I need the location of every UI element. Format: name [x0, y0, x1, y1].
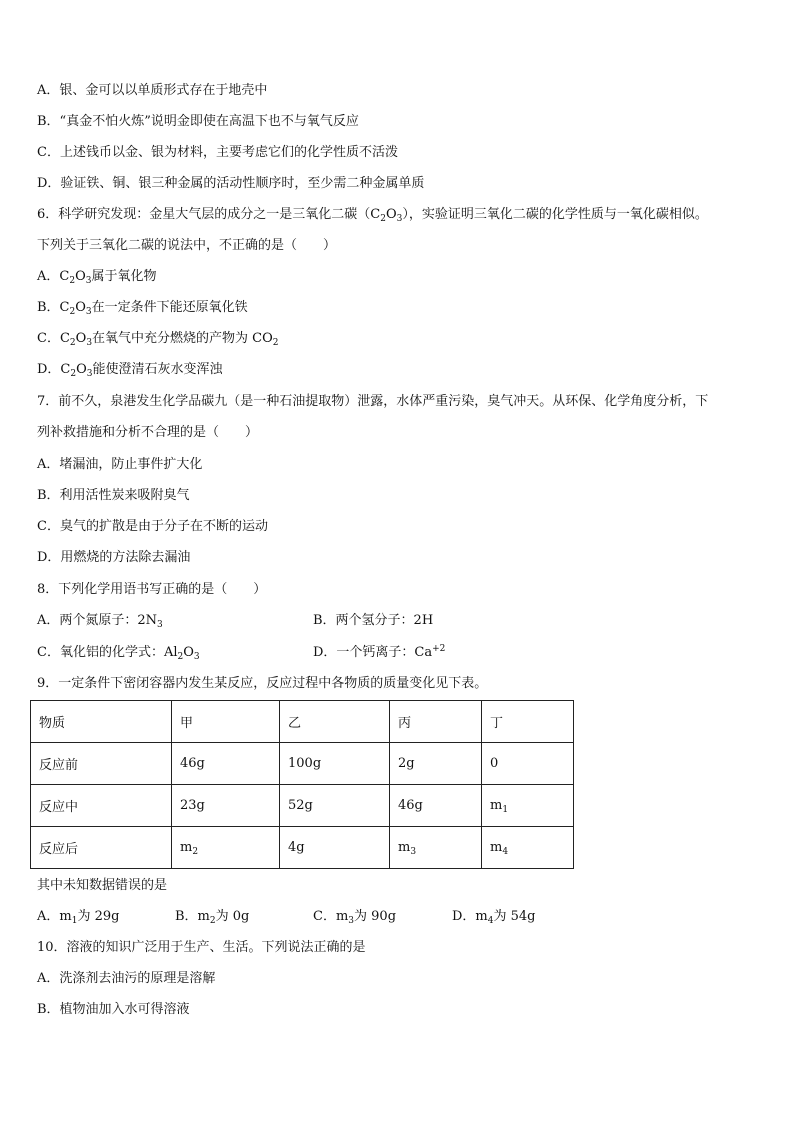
table-header-cell: 物质	[31, 701, 172, 743]
table-cell: 反应后	[31, 827, 172, 869]
q7-stem-line-1: 7．前不久，泉港发生化学品碳九（是一种石油提取物）泄露，水体严重污染，臭气冲天。从环保、化学角度分析，下	[37, 394, 709, 409]
q9-option-c: C．$m_3$为 90g	[313, 909, 397, 926]
table-header-cell: 乙	[280, 701, 390, 743]
table-row	[31, 785, 574, 827]
q6-stem-line-1: 6．科学研究发现：金星大气层的成分之一是三氧化二碳$(C_2O_3)$，实验证明三氧化二碳的化学性质与一氧化碳相似。	[37, 207, 708, 224]
table-cell: $m_2$	[172, 827, 280, 869]
q5-option-d: D．验证铁、铜、银三种金属的活动性顺序时，至少需二种金属单质	[37, 176, 425, 191]
q6-option-a: A．$C_2O_3$属于氧化物	[37, 269, 157, 286]
q9-option-b: B．$m_2$为 0g	[175, 909, 250, 926]
table-header-cell: 丙	[390, 701, 482, 743]
q8-option-d: D．一个钙离子：$Ca^{+2}$	[313, 644, 446, 660]
table-cell: 0	[482, 743, 574, 785]
q8-option-c: C．氧化铝的化学式：$Al_2O_3$	[37, 645, 200, 662]
table-cell: 100g	[280, 743, 390, 785]
table-cell: 46g	[390, 785, 482, 827]
table-cell: $m_3$	[390, 827, 482, 869]
q10-option-a: A．洗涤剂去油污的原理是溶解	[37, 971, 216, 986]
q10-option-b: B．植物油加入水可得溶液	[37, 1002, 190, 1017]
table-header-cell: 甲	[172, 701, 280, 743]
q7-option-a: A．堵漏油，防止事件扩大化	[37, 457, 203, 472]
q9-question: 其中未知数据错误的是	[37, 878, 168, 893]
q6-option-c: C．$C_2O_3$在氧气中充分燃烧的产物为 $CO_2$	[37, 331, 279, 348]
table-cell: 2g	[390, 743, 482, 785]
table-cell: 52g	[280, 785, 390, 827]
q7-stem-line-2: 列补救措施和分析不合理的是（ ）	[37, 425, 259, 440]
mass-change-table	[30, 700, 574, 869]
q6-option-d: D．$C_2O_3$能使澄清石灰水变浑浊	[37, 362, 223, 379]
q9-option-d: D．$m_4$为 54g	[452, 909, 536, 926]
q9-stem: 9．一定条件下密闭容器内发生某反应，反应过程中各物质的质量变化见下表。	[37, 676, 488, 691]
q7-option-d: D．用燃烧的方法除去漏油	[37, 550, 191, 565]
q7-option-c: C．臭气的扩散是由于分子在不断的运动	[37, 519, 268, 534]
q6-option-b: B．$C_2O_3$在一定条件下能还原氧化铁	[37, 300, 248, 317]
table-cell: 反应中	[31, 785, 172, 827]
q6-stem-line-2: 下列关于三氧化二碳的说法中，不正确的是（ ）	[37, 238, 337, 253]
table-cell: 46g	[172, 743, 280, 785]
q9-option-a: A．$m_1$为 29g	[37, 909, 120, 926]
table-cell: 23g	[172, 785, 280, 827]
q5-option-a: A．银、金可以以单质形式存在于地壳中	[37, 83, 268, 98]
table-cell: 4g	[280, 827, 390, 869]
q8-option-a: A．两个氮原子：$2N_3$	[37, 613, 163, 630]
q10-stem: 10．溶液的知识广泛用于生产、生活。下列说法正确的是	[37, 940, 366, 955]
q7-option-b: B．利用活性炭来吸附臭气	[37, 488, 190, 503]
q8-stem: 8．下列化学用语书写正确的是（ ）	[37, 582, 267, 597]
table-header-cell: 丁	[482, 701, 574, 743]
table-row	[31, 743, 574, 785]
table-row	[31, 827, 574, 869]
table-cell: $m_1$	[482, 785, 574, 827]
table-cell: 反应前	[31, 743, 172, 785]
table-header-row	[31, 701, 574, 743]
q8-option-b: B．两个氢分子：2H	[313, 613, 434, 628]
q5-option-c: C．上述钱币以金、银为材料，主要考虑它们的化学性质不活泼	[37, 145, 398, 160]
table-cell: $m_4$	[482, 827, 574, 869]
q5-option-b: B．“真金不怕火炼”说明金即使在高温下也不与氧气反应	[37, 114, 359, 129]
